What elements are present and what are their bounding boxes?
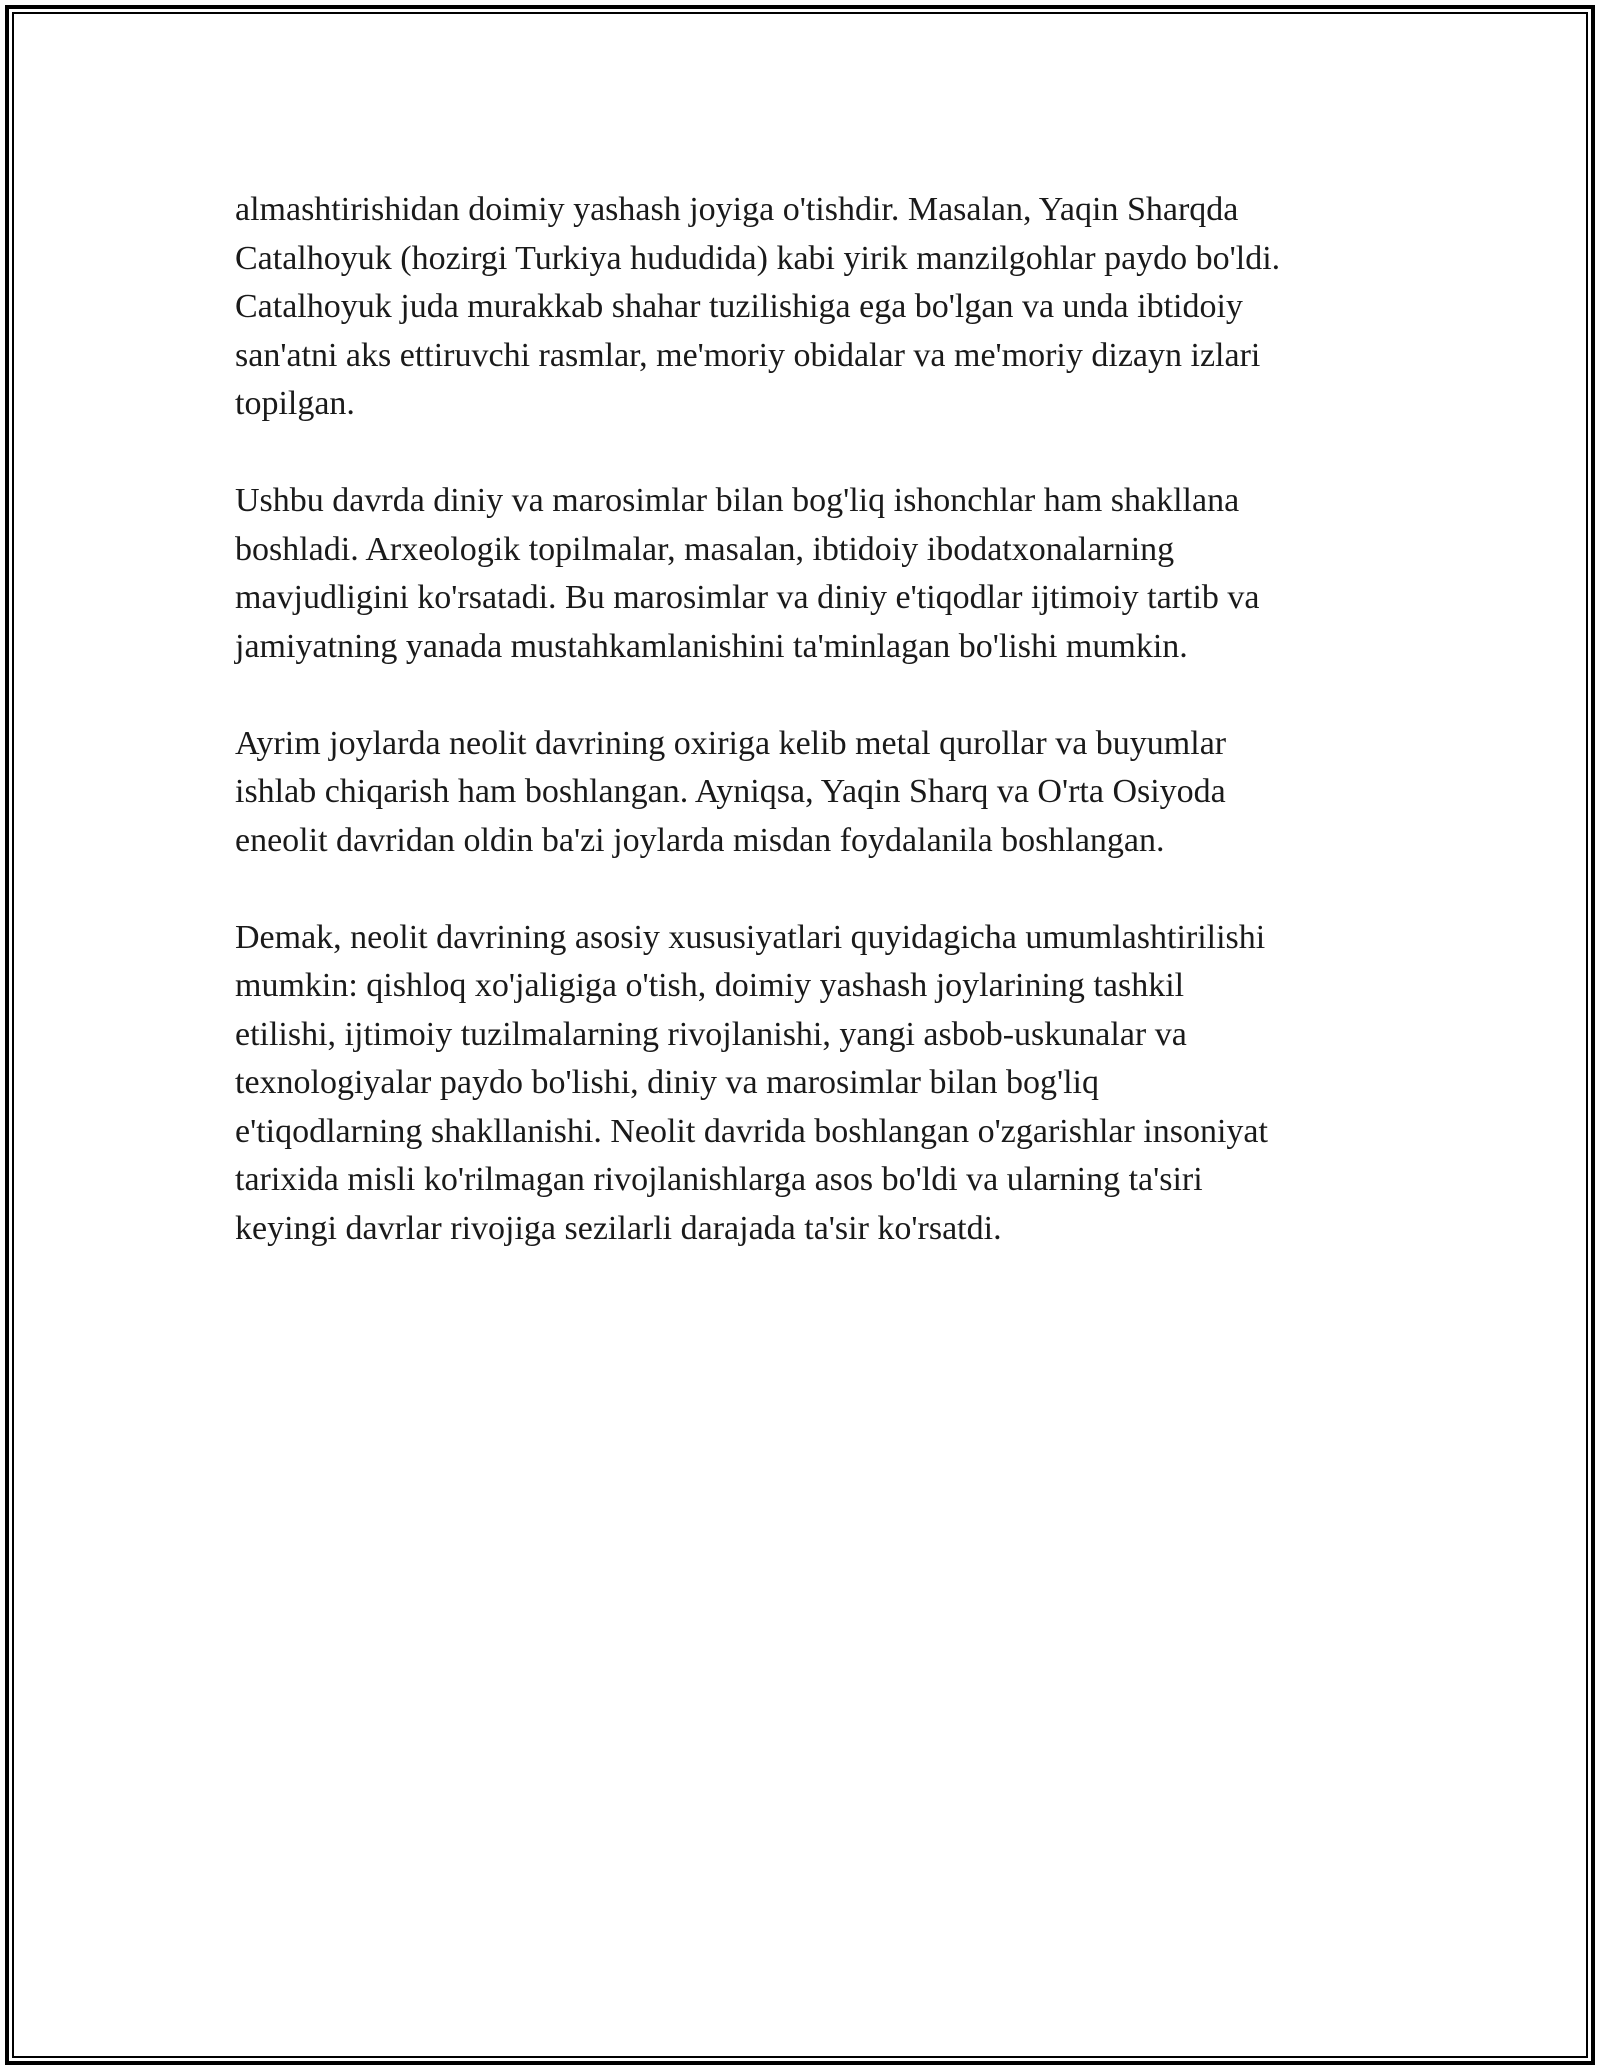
text-line: Ayrim joylarda neolit davrining oxiriga kelib metal qurollar va buyumlar bbox=[235, 724, 1227, 762]
text-line: tarixida misli ko'rilmagan rivojlanishlarga asos bo'ldi va ularning ta'siri bbox=[235, 1161, 1203, 1198]
text-line: ishlab chiqarish ham boshlangan. Ayniqsa, Yaqin Sharq va O'rta Osiyoda bbox=[235, 773, 1226, 810]
text-line: keyingi davrlar rivojiga sezilarli darajada ta'sir ko'rsatdi. bbox=[235, 1209, 1002, 1247]
paragraph-1 bbox=[235, 186, 1385, 429]
text-line: Ushbu davrda diniy va marosimlar bilan bog'liq ishonchlar ham shakllana bbox=[235, 482, 1240, 519]
text-line: san'atni aks ettiruvchi rasmlar, me'moriy obidalar va me'moriy dizayn izlari bbox=[235, 336, 1261, 374]
document-body bbox=[235, 186, 1385, 1302]
text-line: almashtirishidan doimiy yashash joyiga o'tishdir. Masalan, Yaqin Sharqda bbox=[235, 191, 1239, 228]
text-line: Catalhoyuk juda murakkab shahar tuzilishiga ega bo'lgan va unda ibtidoiy bbox=[235, 288, 1243, 325]
paragraph-3 bbox=[235, 720, 1385, 866]
text-line: boshladi. Arxeologik topilmalar, masalan, ibtidoiy ibodatxonalarning bbox=[235, 530, 1175, 568]
text-line: eneolit davridan oldin ba'zi joylarda misdan foydalanila boshlangan. bbox=[235, 821, 1165, 859]
text-line: Catalhoyuk (hozirgi Turkiya hududida) kabi yirik manzilgohlar paydo bo'ldi. bbox=[235, 239, 1281, 277]
paragraph-2 bbox=[235, 477, 1385, 671]
text-line: topilgan. bbox=[235, 385, 355, 422]
text-line: mavjudligini ko'rsatadi. Bu marosimlar va diniy e'tiqodlar ijtimoiy tartib va bbox=[235, 579, 1260, 616]
text-line: texnologiyalar paydo bo'lishi, diniy va marosimlar bilan bog'liq bbox=[235, 1064, 1099, 1101]
paragraph-4 bbox=[235, 914, 1385, 1254]
text-line: mumkin: qishloq xo'jaligiga o'tish, doimiy yashash joylarining tashkil bbox=[235, 967, 1185, 1004]
text-line: etilishi, ijtimoiy tuzilmalarning rivojlanishi, yangi asbob-uskunalar va bbox=[235, 1015, 1187, 1053]
text-line: Demak, neolit davrining asosiy xususiyatlari quyidagicha umumlashtirilishi bbox=[235, 918, 1266, 956]
text-line: e'tiqodlarning shakllanishi. Neolit davrida boshlangan o'zgarishlar insoniyat bbox=[235, 1112, 1268, 1150]
text-line: jamiyatning yanada mustahkamlanishini ta'minlagan bo'lishi mumkin. bbox=[235, 627, 1188, 665]
